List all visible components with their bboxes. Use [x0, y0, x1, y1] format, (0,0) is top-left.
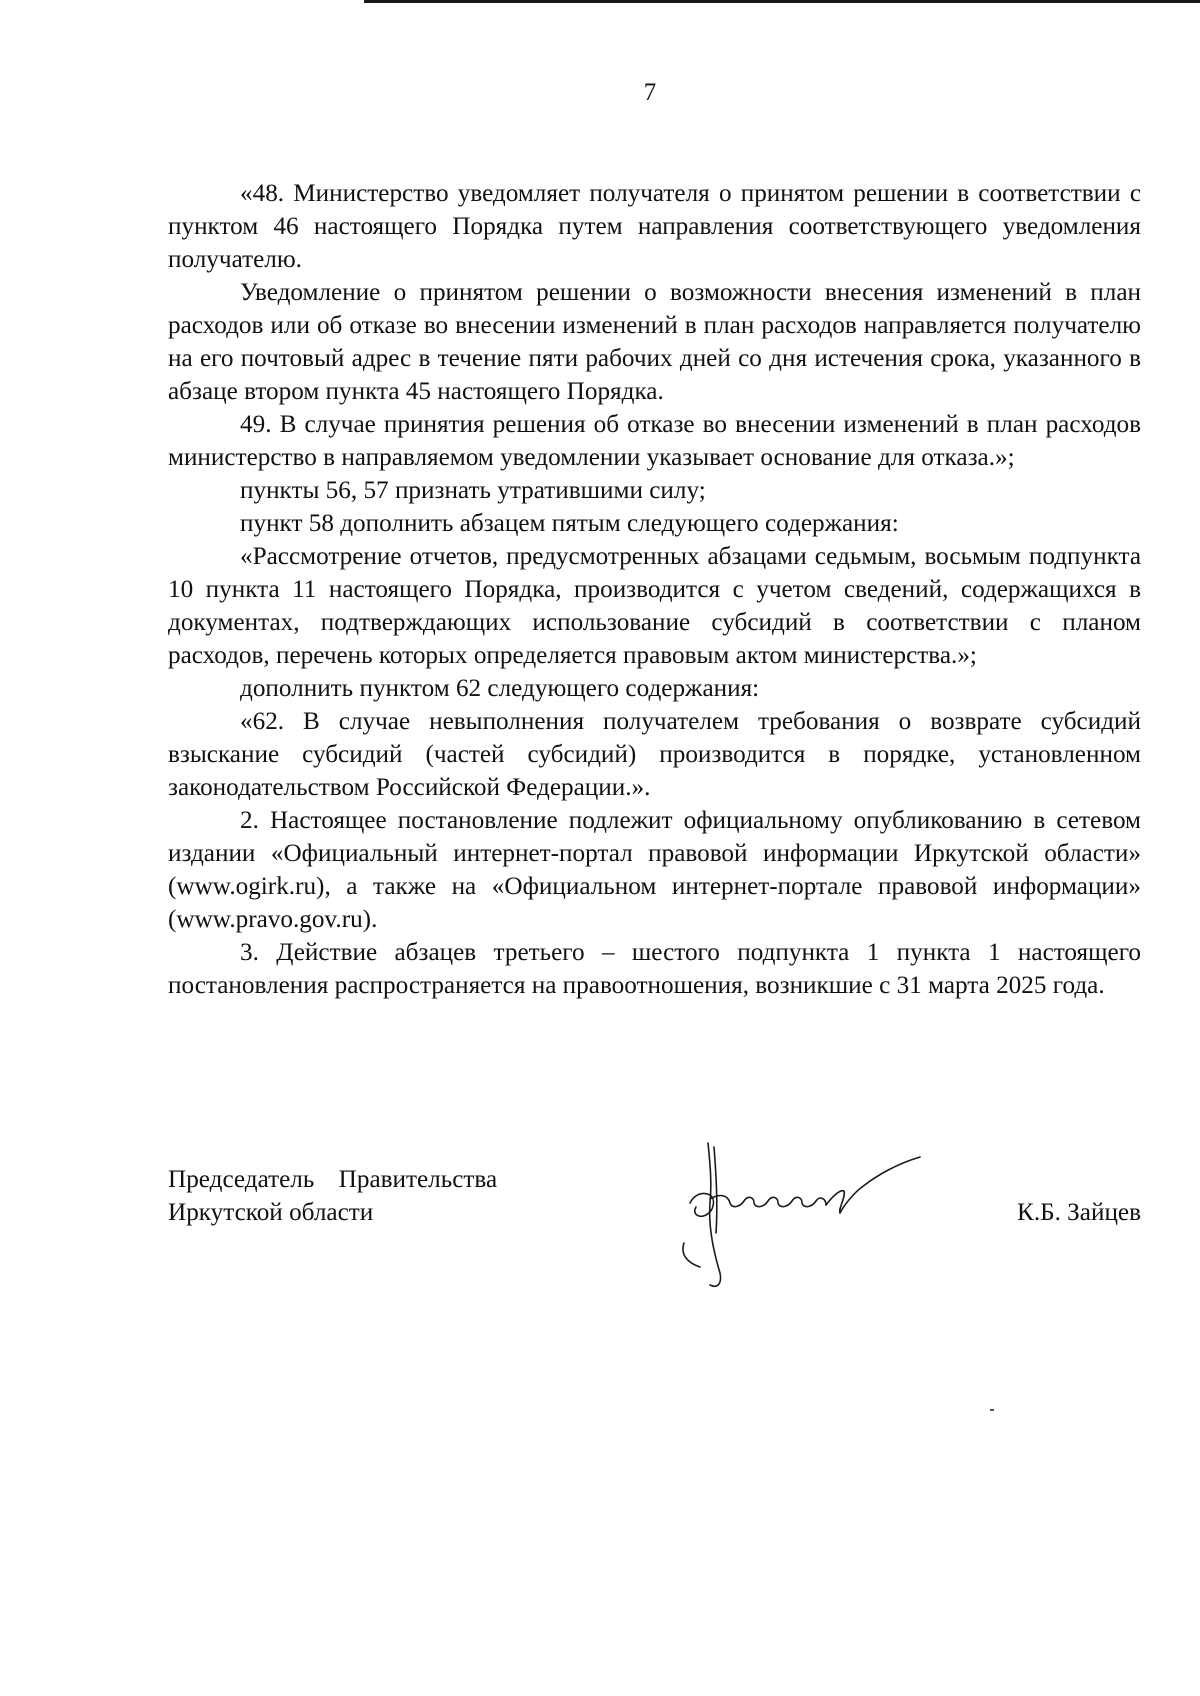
- paragraph-publication: 2. Настоящее постановление подлежит официальному опубликованию в сетевом издании «Официальный интернет-портал правовой информации Иркутской области» (www.ogirk.ru), а также на «Официальном интернет-портале правовой информации» (www.pravo.gov.ru).: [168, 807, 1141, 933]
- document-body: [168, 177, 1141, 1002]
- signer-title-line2: Иркутской области: [168, 1199, 374, 1226]
- paragraph-point-58: пункт 58 дополнить абзацем пятым следующего содержания:: [240, 510, 899, 537]
- paragraph-effect: 3. Действие абзацев третьего – шестого подпункта 1 пункта 1 настоящего постановления распространяется на правоотношения, возникшие с 31 марта 2025 года.: [168, 939, 1141, 999]
- signer-name: К.Б. Зайцев: [1017, 1199, 1141, 1226]
- page-number: 7: [643, 79, 657, 106]
- top-rule: [364, 0, 1200, 3]
- paragraph-48: «48. Министерство уведомляет получателя о принятом решении в соответствии с пунктом 46 настоящего Порядка путем направления соответствующего уведомления получателю.: [168, 180, 1141, 273]
- paragraph-add-point-62: дополнить пунктом 62 следующего содержания:: [240, 675, 760, 702]
- paragraph-62: «62. В случае невыполнения получателем требования о возврате субсидий взыскание субсидий (частей субсидий) производится в порядке, установленном законодательством Российской Федерации.».: [168, 708, 1141, 801]
- signature-block: [168, 1163, 1141, 1323]
- handwritten-signature-icon: [670, 1133, 940, 1293]
- paragraph-points-56-57: пункты 56, 57 признать утратившими силу;: [240, 477, 706, 504]
- paragraph-49: 49. В случае принятия решения об отказе во внесении изменений в план расходов министерство в направляемом уведомлении указывает основание для отказа.»;: [168, 411, 1141, 471]
- signer-title-line1: Председатель Правительства: [168, 1166, 498, 1193]
- paragraph-notification: Уведомление о принятом решении о возможности внесения изменений в план расходов или об отказе во внесении изменений в план расходов направляется получателю на его почтовый адрес в течение пяти рабочих дней со дня истечения срока, указанного в абзаце втором пункта 45 настоящего Порядка.: [168, 279, 1141, 405]
- scan-artifact: [990, 1409, 994, 1411]
- signer-title: [168, 1163, 568, 1229]
- paragraph-reports-review: «Рассмотрение отчетов, предусмотренных абзацами седьмым, восьмым подпункта 10 пункта 11 настоящего Порядка, производится с учетом сведений, содержащихся в документах, подтверждающих использование субсидий в соответствии с планом расходов, перечень которых определяется правовым актом министерства.»;: [168, 543, 1141, 669]
